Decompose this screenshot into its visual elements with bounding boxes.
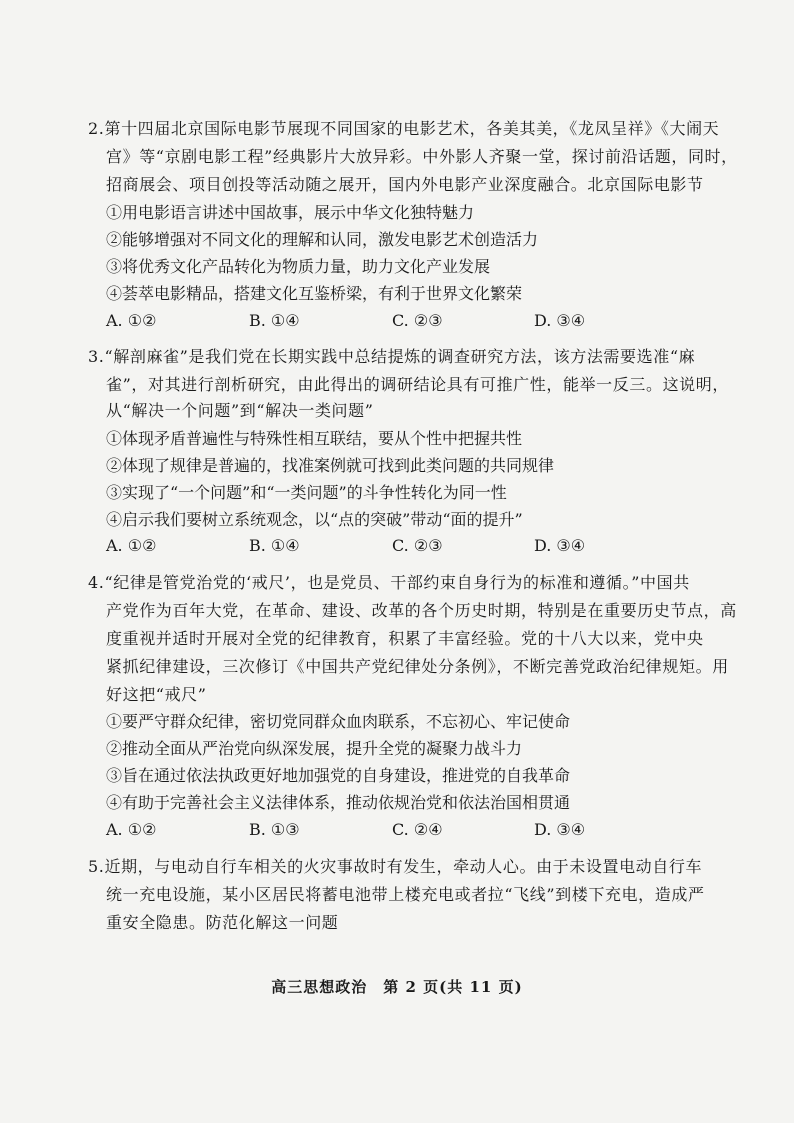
question-3-choice-c[interactable]: C. ②③	[392, 536, 443, 555]
question-3-statement-4: ④启示我们要树立系统观念，以“点的突破”带动“面的提升”	[106, 510, 523, 529]
question-4-choice-c[interactable]: C. ②④	[392, 820, 443, 839]
question-4-statement-1: ①要严守群众纪律，密切党同群众血肉联系，不忘初心、牢记使命	[106, 712, 571, 731]
question-4-statement-3: ③旨在通过依法执政更好地加强党的自身建设，推进党的自我革命	[106, 766, 571, 785]
question-4-statement-4: ④有助于完善社会主义法律体系，推动依规治党和依法治国相贯通	[106, 793, 571, 812]
question-4-choice-d[interactable]: D. ③④	[534, 820, 586, 839]
question-2-statement-4: ④荟萃电影精品，搭建文化互鉴桥梁，有利于世界文化繁荣	[106, 284, 523, 303]
question-4-choice-a[interactable]: A. ①②	[106, 820, 157, 839]
question-2-stem-line-2: 宫》等“京剧电影工程”经典影片大放异彩。中外影人齐聚一堂，探讨前沿话题，同时，	[106, 147, 738, 166]
question-4-statement-2: ②推动全面从严治党向纵深发展，提升全党的凝聚力战斗力	[106, 739, 523, 758]
question-4-stem-line-4: 紧抓纪律建设，三次修订《中国共产党纪律处分条例》，不断完善党政治纪律规矩。用	[106, 657, 729, 676]
page-footer: 高三思想政治 第 2 页(共 11 页)	[271, 978, 523, 996]
question-2-statement-2: ②能够增强对不同文化的理解和认同，激发电影艺术创造活力	[106, 230, 539, 249]
question-3-statement-1: ①体现矛盾普遍性与特殊性相互联结，要从个性中把握共性	[106, 429, 523, 448]
question-3-stem-line-2: 雀”，对其进行剖析研究，由此得出的调研结论具有可推广性，能举一反三。这说明，	[106, 375, 729, 394]
question-4-stem-line-2: 产党作为百年大党，在革命、建设、改革的各个历史时期，特别是在重要历史节点，高	[106, 601, 737, 620]
question-3-stem-line-3: 从“解决一个问题”到“解决一类问题”	[106, 401, 374, 420]
question-5-stem-line-3: 重安全隐患。防范化解这一问题	[106, 913, 339, 932]
question-3-choice-d[interactable]: D. ③④	[534, 536, 586, 555]
question-2-statement-1: ①用电影语言讲述中国故事，展示中华文化独特魅力	[106, 203, 475, 222]
question-2-choice-c[interactable]: C. ②③	[392, 311, 443, 330]
question-2-choice-a[interactable]: A. ①②	[106, 311, 157, 330]
question-4-stem-line-3: 度重视并适时开展对全党的纪律教育，积累了丰富经验。党的十八大以来，党中央	[106, 629, 704, 648]
question-4-choice-b[interactable]: B. ①③	[249, 820, 300, 839]
question-3-statement-3: ③实现了“一个问题”和“一类问题”的斗争性转化为同一性	[106, 483, 507, 502]
question-5-stem-line-2: 统一充电设施，某小区居民将蓄电池带上楼充电或者拉“飞线”到楼下充电，造成严	[106, 885, 705, 904]
question-2-stem-line-1: 2.第十四届北京国际电影节展现不同国家的电影艺术，各美其美，《龙凤呈祥》《大闹天	[88, 119, 720, 138]
question-2-statement-3: ③将优秀文化产品转化为物质力量，助力文化产业发展	[106, 257, 491, 276]
question-3-statement-2: ②体现了规律是普遍的，找准案例就可找到此类问题的共同规律	[106, 456, 555, 475]
question-4-stem-line-1: 4.“纪律是管党治党的‘戒尺’，也是党员、干部约束自身行为的标准和遵循。”中国共	[88, 573, 690, 592]
question-2-choice-b[interactable]: B. ①④	[249, 311, 300, 330]
question-3-stem-line-1: 3.“解剖麻雀”是我们党在长期实践中总结提炼的调查研究方法，该方法需要选准“麻	[88, 347, 696, 366]
question-4-stem-line-5: 好这把“戒尺”	[106, 685, 207, 704]
question-3-choice-a[interactable]: A. ①②	[106, 536, 157, 555]
question-2-choice-d[interactable]: D. ③④	[534, 311, 586, 330]
question-5-stem-line-1: 5.近期，与电动自行车相关的火灾事故时有发生，牵动人心。由于未设置电动自行车	[88, 857, 703, 876]
question-2-stem-line-3: 招商展会、项目创投等活动随之展开，国内外电影产业深度融合。北京国际电影节	[106, 175, 704, 194]
question-3-choice-b[interactable]: B. ①④	[249, 536, 300, 555]
